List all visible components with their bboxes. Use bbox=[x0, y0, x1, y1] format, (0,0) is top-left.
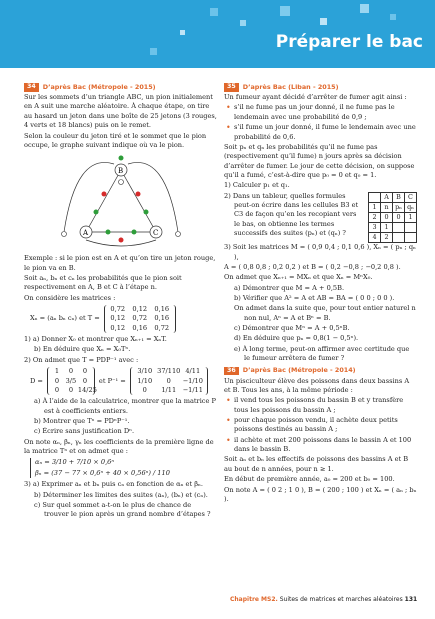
paragraph: Un fumeur ayant décidé d’arrêter de fumer agit ainsi : bbox=[224, 93, 407, 102]
page-title: Préparer le bac bbox=[275, 32, 423, 52]
bullet-item: • s’il ne fume pas un jour donné, il ne fume pas le lendemain avec une probabilité de 0,9 ; bbox=[224, 103, 417, 122]
table-cell: 4 bbox=[369, 233, 381, 243]
paragraph: On considère les matrices : bbox=[24, 293, 116, 302]
table-cell: n bbox=[381, 202, 393, 212]
matrix-cell: 0,72 bbox=[132, 314, 148, 323]
footer-chapter: Chapitre MS2. bbox=[230, 596, 278, 603]
table-cell: 1 bbox=[369, 202, 381, 212]
paragraph: On admet dans la suite que, pour tout entier naturel n non nul, Aⁿ = A et Bⁿ = B. bbox=[234, 304, 416, 322]
matrix-Pinv bbox=[130, 367, 208, 395]
paragraph: Sur les sommets d’un triangle ABC, un pion initialement en A suit une marche aléatoire. À chaque étape, on tire au hasard un jeton dans une boîte de 25 jetons (3 rouges, 4 verts et 18 blancs) puis on le remet. bbox=[24, 93, 217, 130]
header-banner bbox=[0, 0, 435, 68]
matrix-D bbox=[47, 367, 95, 395]
question: 2) On admet que T = PDP⁻¹ avec : bbox=[24, 355, 139, 364]
exercise-34-header bbox=[24, 83, 217, 92]
matrix-cell: 3/5 bbox=[65, 376, 77, 385]
matrix-cell: 1/11 bbox=[161, 385, 177, 394]
matrix-cell: −1/10 bbox=[182, 376, 203, 385]
table-cell: 1 bbox=[381, 222, 393, 232]
paragraph: Soit aₙ et bₙ les effectifs de poissons des bassins A et B au bout de n années, pour n ≥ 1. bbox=[224, 455, 409, 473]
right-column bbox=[224, 80, 417, 505]
question: c) Écrire sans justification Dⁿ. bbox=[34, 427, 135, 436]
table-cell: pₙ bbox=[393, 202, 405, 212]
svg-text:B: B bbox=[117, 167, 123, 176]
exercise-number: 36 bbox=[224, 367, 239, 376]
paragraph: Exemple : si le pion est en A et qu’on tire un jeton rouge, le pion va en B. bbox=[24, 254, 216, 272]
exercise-source: D’après Bac (Métropole - 2014) bbox=[242, 366, 356, 375]
matrix-cell: 0 bbox=[82, 367, 88, 376]
matrix-cell: 0 bbox=[54, 376, 60, 385]
matrix-cell: 0,16 bbox=[132, 323, 148, 332]
table-cell bbox=[405, 233, 417, 243]
question: 1) Calculer p₁ et q₁. bbox=[224, 181, 290, 190]
random-walk-graph bbox=[56, 152, 186, 252]
matrix-cell: 14/25 bbox=[77, 385, 97, 394]
question: 2) Dans un tableur, quelles formules peut-on écrire dans les cellules B3 et C3 de façon qu’en les recopiant vers le bas, on obtienne les termes successifs des suites (pₙ) et (qₙ) ? bbox=[224, 191, 359, 238]
exercise-35-header bbox=[224, 83, 417, 92]
paragraph: Soit aₙ, bₙ et cₙ les probabilités que le pion soit respectivement en A, B et C à l’étape n. bbox=[24, 273, 182, 292]
exercise-source: D’après Bac (Liban - 2015) bbox=[242, 83, 339, 91]
matrix-cell: 1 bbox=[54, 367, 60, 376]
matrix-T-equation bbox=[30, 305, 217, 333]
alpha-beta-system bbox=[30, 458, 217, 478]
table-cell: 1 bbox=[405, 212, 417, 222]
table-cell: 3 bbox=[369, 222, 381, 232]
exercise-number: 34 bbox=[24, 83, 39, 92]
table-cell bbox=[393, 233, 405, 243]
matrix-cell: 0 bbox=[82, 376, 88, 385]
question: b) Vérifier que A² = A et AB = BA = ( 0 0 ; 0 0 ). bbox=[234, 293, 395, 302]
matrix-cell: 3/10 bbox=[137, 367, 153, 376]
matrix-cell: 0 bbox=[166, 376, 171, 385]
table-cell: 0 bbox=[381, 212, 393, 222]
table-cell bbox=[369, 192, 381, 202]
paragraph: Un pisciculteur élève des poissons dans deux bassins A et B. Tous les ans, à la même période : bbox=[224, 376, 410, 394]
svg-text:A: A bbox=[82, 229, 88, 238]
matrix-cell: 0 bbox=[68, 385, 74, 394]
table-cell: C bbox=[405, 192, 417, 202]
x-definition: Xₙ = (aₙ bₙ cₙ) et T = bbox=[30, 314, 100, 323]
paragraph: A = ( 0,8 0,8 ; 0,2 0,2 ) et B = ( 0,2 −0,8 ; −0,2 0,8 ). bbox=[224, 262, 401, 271]
footer-title: Suites de matrices et marches aléatoires bbox=[279, 596, 403, 603]
question: b) Déterminer les limites des suites (aₙ), (bₙ) et (cₙ). bbox=[34, 490, 208, 499]
paragraph: Soit pₙ et qₙ les probabilités qu’il ne fume pas (respectivement qu’il fume) n jours après sa décision d’arrêter de fumer. Le jour de cette décision, on suppose qu’il a fumé, c’est-à-dire que p₀ = 0 et q₀ = 1. bbox=[224, 142, 415, 179]
matrix-cell: 0,16 bbox=[154, 305, 170, 314]
bullet-item: • pour chaque poisson vendu, il achète deux petits poissons destinés au bassin A ; bbox=[224, 416, 417, 435]
question: a) Démontrer que M = A + 0,5B. bbox=[234, 283, 345, 292]
question: c) Démontrer que Mⁿ = A + 0,5ⁿB. bbox=[234, 324, 350, 333]
matrix-cell: 0,12 bbox=[132, 305, 148, 314]
exercise-source: D’après Bac (Métropole - 2015) bbox=[42, 83, 156, 91]
table-cell: A bbox=[381, 192, 393, 202]
matrix-T bbox=[104, 305, 176, 333]
d-label: D = bbox=[30, 376, 43, 385]
table-cell bbox=[393, 222, 405, 232]
matrix-cell: 0,12 bbox=[110, 323, 126, 332]
question-2-block bbox=[224, 192, 417, 243]
matrix-cell: 37/110 bbox=[157, 367, 181, 376]
question: b) Montrer que Tⁿ = PDⁿP⁻¹. bbox=[34, 417, 130, 425]
question: a) À l’aide de la calculatrice, montrer que la matrice P est à coefficients entiers. bbox=[34, 397, 216, 415]
matrix-cell: 0 bbox=[54, 385, 60, 394]
question: e) À long terme, peut-on affirmer avec certitude que le fumeur arrêtera de fumer ? bbox=[234, 344, 410, 363]
paragraph: On admet que Xₙ₊₁ = MXₙ et que Xₙ = MⁿX₀. bbox=[224, 273, 373, 282]
svg-text:C: C bbox=[152, 229, 158, 238]
matrix-cell: 0,12 bbox=[110, 314, 126, 323]
paragraph: On note A = ( 0 2 ; 1 0 ), B = ( 200 ; 100 ) et Xₙ = ( aₙ ; bₙ ). bbox=[224, 485, 417, 503]
matrix-cell: 0,72 bbox=[154, 323, 170, 332]
table-cell: B bbox=[393, 192, 405, 202]
bullet-item: • s’il fume un jour donné, il fume le lendemain avec une probabilité de 0,6. bbox=[224, 123, 417, 142]
bullet-item: • il vend tous les poissons du bassin B et y transfère tous les poissons du bassin A ; bbox=[224, 396, 417, 415]
page-number: 131 bbox=[404, 596, 418, 603]
table-cell: 2 bbox=[381, 233, 393, 243]
spreadsheet-table bbox=[368, 192, 417, 243]
table-cell: 2 bbox=[369, 212, 381, 222]
question: 1) a) Donner X₀ et montrer que Xₙ₊₁ = XₙT. bbox=[24, 335, 167, 344]
matrix-cell: 0,16 bbox=[154, 314, 170, 323]
bullet-item: • il achète et met 200 poissons dans le bassin A et 100 dans le bassin B. bbox=[224, 436, 417, 455]
matrices-D-Pinv bbox=[30, 367, 217, 395]
left-column bbox=[24, 80, 217, 521]
table-cell bbox=[405, 222, 417, 232]
page-footer bbox=[230, 596, 417, 605]
alpha-formula: αₙ = 3/10 + 7/10 × 0,6ⁿ bbox=[35, 458, 115, 467]
question: 3) a) Exprimer aₙ et bₙ puis cₙ en fonction de αₙ et βₙ. bbox=[24, 480, 203, 489]
beta-formula: βₙ = (37 − 77 × 0,6ⁿ + 40 × 0,56ⁿ) / 110 bbox=[35, 468, 170, 477]
matrix-cell: 0 bbox=[68, 367, 74, 376]
paragraph: On note αₙ, βₙ, γₙ les coefficients de la première ligne de la matrice Tⁿ et on admet que : bbox=[24, 437, 214, 456]
table-cell: 0 bbox=[393, 212, 405, 222]
matrix-cell: 0,72 bbox=[110, 305, 126, 314]
matrix-cell: 1/10 bbox=[137, 376, 153, 385]
table-cell: qₙ bbox=[405, 202, 417, 212]
matrix-cell: 4/11 bbox=[185, 367, 201, 376]
exercise-number: 35 bbox=[224, 83, 239, 92]
paragraph: En début de première année, a₀ = 200 et b₀ = 100. bbox=[224, 475, 395, 484]
paragraph: Selon la couleur du jeton tiré et le sommet que le pion occupe, le graphe suivant indique où va le pion. bbox=[24, 131, 207, 149]
matrix-cell: −1/11 bbox=[182, 385, 203, 394]
question: c) Sur quel sommet a-t-on le plus de chance de trouver le pion après un grand nombre d’étapes ? bbox=[34, 500, 211, 519]
question: 3) Soit les matrices M = ( 0,9 0,4 ; 0,1 0,6 ), Xₙ = ( pₙ ; qₙ ), bbox=[224, 243, 416, 261]
matrix-cell: 0 bbox=[142, 385, 147, 394]
pinv-label: et P⁻¹ = bbox=[98, 376, 126, 385]
exercise-36-header bbox=[224, 366, 417, 375]
question: b) En déduire que Xₙ = X₀Tⁿ. bbox=[34, 345, 131, 354]
question: d) En déduire que pₙ = 0,8(1 − 0,5ⁿ). bbox=[234, 334, 359, 343]
